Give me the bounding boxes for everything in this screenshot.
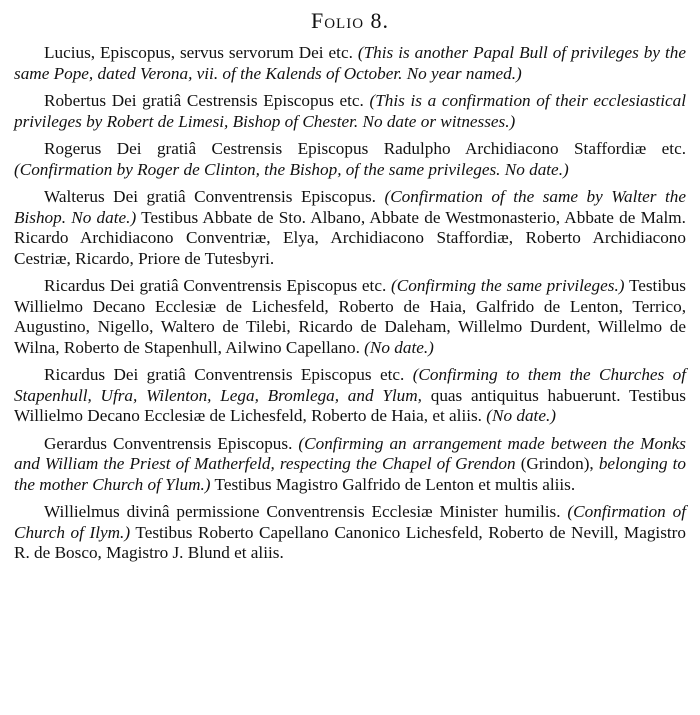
entry-note: (This is another Papal Bull of privileges by the same Pope, dated Verona, vii. of the Kalends of October. No year named.): [14, 43, 687, 83]
entry-note-date: (No date.): [486, 406, 556, 425]
entry-latin: Rogerus Dei gratiâ Cestrensis Episcopus Radulpho Archidiacono Staffordiæ etc.: [44, 139, 686, 158]
entry-ricardus-2: [14, 365, 686, 427]
entry-rogerus: [14, 139, 686, 180]
entry-witnesses: Testibus Willielmo Decano Ecclesiæ de Lichesfeld, Roberto de Haia, Galfrido de Lenton, Terrico, Augustino, Nigello, Waltero de Tilebi, Ricardo de Daleham, Willelmo Durdent, Willelmo de Wilna, Roberto de Stapenhull, Ailwino Capellano.: [14, 276, 686, 357]
entry-ricardus-1: [14, 276, 686, 358]
entry-note: (Confirmation of the same by Walter the Bishop. No date.): [14, 187, 687, 227]
entry-willielmus: [14, 502, 686, 564]
entry-latin: Lucius, Episcopus, servus servorum Dei etc.: [44, 43, 353, 62]
entry-witnesses: Testibus Abbate de Sto. Albano, Abbate de Westmonasterio, Abbate de Malm. Ricardo Archidiacono Conventriæ, Elya, Archidiacono Staffordiæ, Roberto Archidiacono Cestriæ, Ricardo, Priore de Tutesbyri.: [14, 207, 686, 268]
entry-witnesses: quas antiquitus habuerunt. Testibus Willielmo Decano Ecclesiæ de Lichesfeld, Roberto de Haia, et aliis.: [14, 385, 686, 425]
entry-latin: Walterus Dei gratiâ Conventrensis Episcopus.: [44, 187, 376, 206]
entry-walterus: [14, 187, 686, 269]
entry-latin: Gerardus Conventrensis Episcopus.: [44, 433, 293, 453]
entry-note: (Confirming an arrangement made between the Monks and William the Priest of Matherfeld, respecting the Chapel of Grendon: [14, 433, 686, 473]
entry-note: (Confirming to them the Churches of Stapenhull, Ufra, Wilenton, Lega, Bromlega, and Ylum,: [14, 365, 686, 405]
entry-note: (Confirmation of Church of Ilym.): [14, 502, 687, 542]
entry-note: (This is a confirmation of their ecclesiastical privileges by Robert de Limesi, Bishop of Chester. No date or witnesses.): [14, 91, 686, 131]
entry-note-date: (No date.): [364, 337, 434, 357]
entry-gloss: (Grindon),: [520, 454, 594, 473]
entry-latin: Robertus Dei gratiâ Cestrensis Episcopus etc.: [44, 91, 364, 110]
entry-witnesses: Testibus Magistro Galfrido de Lenton et multis aliis.: [214, 474, 576, 494]
entry-note-cont: belonging to the mother Church of Ylum.): [14, 454, 687, 494]
folio-heading: Folio 8.: [310, 8, 390, 33]
entry-note: (Confirming the same privileges.): [391, 276, 625, 295]
entry-note: (Confirmation by Roger de Clinton, the Bishop, of the same privileges. No date.): [14, 159, 569, 179]
entry-latin: Ricardus Dei gratiâ Conventrensis Episcopus etc.: [44, 365, 405, 384]
entry-robertus: [14, 91, 686, 132]
entry-lucius: [14, 43, 686, 84]
entry-gerardus: [14, 434, 686, 496]
entry-latin: Ricardus Dei gratiâ Conventrensis Episcopus etc.: [44, 276, 387, 295]
entry-witnesses: Testibus Roberto Capellano Canonico Lichesfeld, Roberto de Nevill, Magistro R. de Bosco, Magistro J. Blund et aliis.: [14, 522, 686, 562]
entry-latin: Willielmus divinâ permissione Conventrensis Ecclesiæ Minister humilis.: [44, 502, 561, 521]
